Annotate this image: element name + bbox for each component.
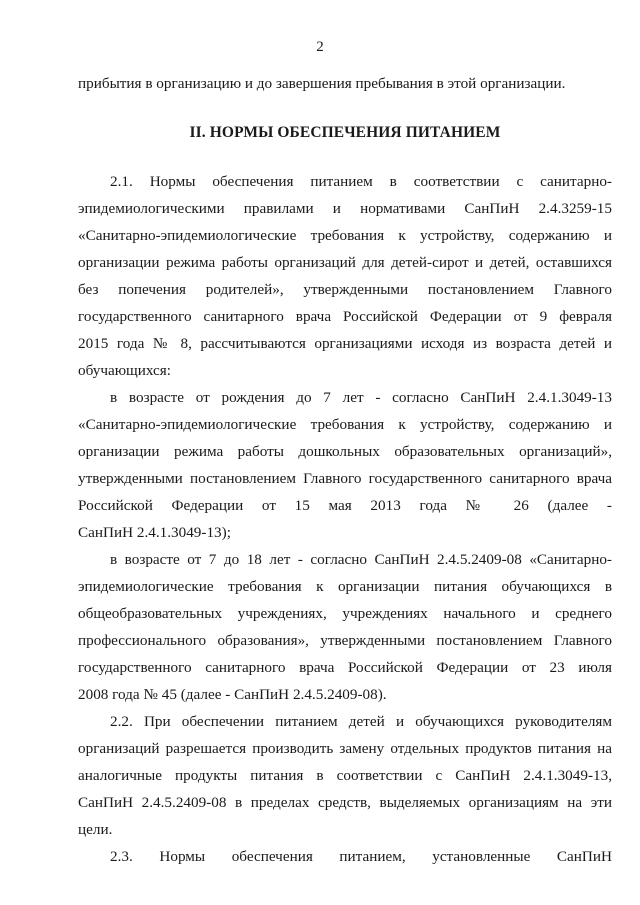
paragraph-line: обучающихся: — [78, 362, 171, 379]
document-body — [78, 70, 612, 870]
paragraph-line: «Санитарно-эпидемиологические требования к устройству, содержанию и — [78, 227, 612, 244]
paragraph-line: «Санитарно-эпидемиологические требования к устройству, содержанию и — [78, 416, 612, 433]
paragraph-line: 2.2. При обеспечении питанием детей и обучающихся руководителям — [110, 713, 612, 730]
continuation-line: прибытия в организацию и до завершения пребывания в этой организации. — [78, 75, 566, 92]
paragraph-age-0-7 — [78, 384, 612, 546]
section-heading: II. НОРМЫ ОБЕСПЕЧЕНИЯ ПИТАНИЕМ — [189, 124, 501, 141]
page-number: 2 — [316, 39, 324, 55]
paragraph-line: Российской Федерации от 15 мая 2013 года № 26 (далее - — [78, 497, 612, 514]
paragraph-line: организаций разрешается производить замену отдельных продуктов питания на — [78, 740, 612, 757]
paragraph-line: СанПиН 2.4.1.3049-13); — [78, 524, 231, 541]
paragraph-line: в возрасте от рождения до 7 лет - согласно СанПиН 2.4.1.3049-13 — [110, 389, 612, 406]
paragraph-line: 2015 года № 8, рассчитываются организациями исходя из возраста детей и — [78, 335, 612, 352]
paragraph-line: без попечения родителей», утвержденными постановлением Главного — [78, 281, 612, 298]
paragraph-line: 2008 года № 45 (далее - СанПиН 2.4.5.2409-08). — [78, 686, 387, 703]
paragraph-line: профессионального образования», утвержденными постановлением Главного — [78, 632, 612, 649]
paragraph-line: в возрасте от 7 до 18 лет - согласно СанПиН 2.4.5.2409-08 «Санитарно- — [110, 551, 612, 568]
paragraph-line: цели. — [78, 821, 113, 838]
paragraph-line: общеобразовательных учреждениях, учреждениях начального и среднего — [78, 605, 612, 622]
paragraph-line: организации режима работы дошкольных образовательных организаций», — [78, 443, 612, 460]
paragraph-2-2 — [78, 708, 612, 843]
paragraph-line: государственного санитарного врача Российской Федерации от 23 июля — [78, 659, 612, 676]
paragraph-line: эпидемиологическими правилами и нормативами СанПиН 2.4.3259-15 — [78, 200, 612, 217]
paragraph-line: СанПиН 2.4.5.2409-08 в пределах средств, выделяемых организациям на эти — [78, 794, 612, 811]
paragraph-line: организации режима работы организаций для детей-сирот и детей, оставшихся — [78, 254, 612, 271]
paragraph-line: утвержденными постановлением Главного государственного санитарного врача — [78, 470, 612, 487]
paragraph-line: государственного санитарного врача Российской Федерации от 9 февраля — [78, 308, 612, 325]
paragraph-line: 2.3. Нормы обеспечения питанием, установленные СанПиН — [110, 848, 612, 865]
paragraph-line: аналогичные продукты питания в соответствии с СанПиН 2.4.1.3049-13, — [78, 767, 612, 784]
paragraph-line: 2.1. Нормы обеспечения питанием в соответствии с санитарно- — [110, 173, 612, 190]
paragraph-2-3 — [78, 843, 612, 870]
paragraph-2-1 — [78, 168, 612, 384]
paragraph-line: эпидемиологические требования к организации питания обучающихся в — [78, 578, 612, 595]
paragraph-age-7-18 — [78, 546, 612, 708]
